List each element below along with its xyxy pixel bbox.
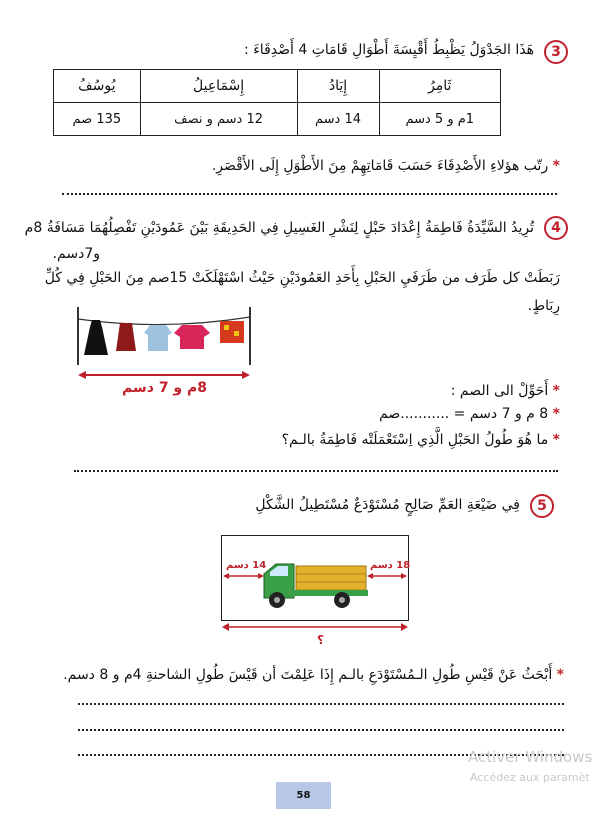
right-gap-label: 18 دسم [370,560,411,571]
shorts-icon [220,321,244,343]
answer-line[interactable] [74,470,558,472]
instruction-text: رتّب هؤلاءِ الأَصْدِقَاءَ حَسَبَ قَامَاتِهِمْ مِنَ الأَطْوَلِ إِلَى الأَقْصَرِ. [211,158,549,174]
exercise-5-number: 5 [530,494,554,518]
exercise-4-line-3: رَبَطَتْ كل طَرَف من طَرَفَيِ الحَبْلِ بِأَحَدِ العَمُودَيْنِ حَيْثُ اسْتَهْلَكَتْ 15صم مِنَ الحَبْلِ فِي كُلِّ [44,270,560,286]
exercise-4-number: 4 [544,216,568,240]
exercise-4-line-1: تُرِيدُ السَّيِّدَةُ فَاطِمَةُ إِعْدَادَ حَبْلٍ لِنَشْرِ الغَسِيلِ فِي الحَدِيقَةِ بَيْنَ عَمُودَيْنِ تَفْصِلُهُمَا مَسَافَةُ 8م [24,220,534,236]
bullet-star: * [552,432,560,448]
table-cell: 135 صم [54,103,141,136]
exercise-5-statement: فِي ضَيْعَةِ العَمِّ صَالِحٍ مُسْتَوْدَعٌ مُسْتَطِيلُ الشَّكْلِ [255,497,520,513]
rope-length-label: 8م و 7 دسم [122,380,208,396]
table-cell: 12 دسم و نصف [140,103,297,136]
exercise-4-line-4: رِبَاطٍ. [527,298,560,314]
bullet-star: * [556,667,564,683]
warehouse-length-unknown: ؟ [317,633,324,647]
task-text: أَحَوِّلْ الى الصم : [450,383,549,399]
windows-activation-subtitle: Accédez aux paramèt [470,771,590,784]
task-text: ما هُوَ طُولُ الحَبْلِ الَّذِي اِسْتَعْمَلَتْه فَاطِمَةُ بالـم؟ [281,432,549,448]
tshirt-icon [174,325,210,349]
windows-activation-watermark: Activer Windows [468,748,593,766]
table-header: إِيَادُ [297,70,379,103]
exercise-4-task-2 [379,406,560,422]
table-header: إِسْمَاعِيلُ [140,70,297,103]
task-text: 8 م و 7 دسم = ...........صم [379,406,549,422]
bullet-star: * [552,158,560,174]
answer-line[interactable] [78,703,564,705]
heights-table [53,69,501,136]
answer-line[interactable] [78,729,564,731]
dress-icon [84,320,108,355]
shirt-icon [144,325,172,351]
warehouse-length-arrow [220,620,410,634]
exercise-4-task-1 [451,383,560,399]
jacket-icon [116,323,136,351]
exercise-3-statement: هَذَا الجَدْوَلُ يَظْبِطُ أَقْيِسَةَ أَطْوَالِ قَامَاتِ 4 أَصْدِقَاءَ : [244,42,534,58]
left-gap-label: 14 دسم [226,560,267,571]
exercise-4-task-3 [282,432,560,448]
page-number: 58 [276,782,331,809]
exercise-3-instruction [212,158,560,174]
truck-illustration [222,536,411,620]
question-text: أَبْحَثُ عَنْ قَيْسِ طُولِ الـمُسْتَوْدَعِ بالـم إِذَا عَلِمْتَ أن قَيْسَ طُولِ الشاحنةِ 4م و 8 دسم. [63,667,553,683]
exercise-3-number: 3 [544,40,568,64]
exercise-5-question [63,667,564,683]
warehouse-diagram [221,535,409,621]
table-cell: 1م و 5 دسم [379,103,500,136]
table-header-row [54,70,501,103]
table-header: يُوسُفُ [54,70,141,103]
truck-bed [296,566,366,590]
table-header: ثَامِرُ [379,70,500,103]
bullet-star: * [552,383,560,399]
exercise-4-line-2: و7دسم. [52,246,100,262]
answer-line[interactable] [62,193,557,195]
table-cell: 14 دسم [297,103,379,136]
table-row [54,103,501,136]
bullet-star: * [552,406,560,422]
